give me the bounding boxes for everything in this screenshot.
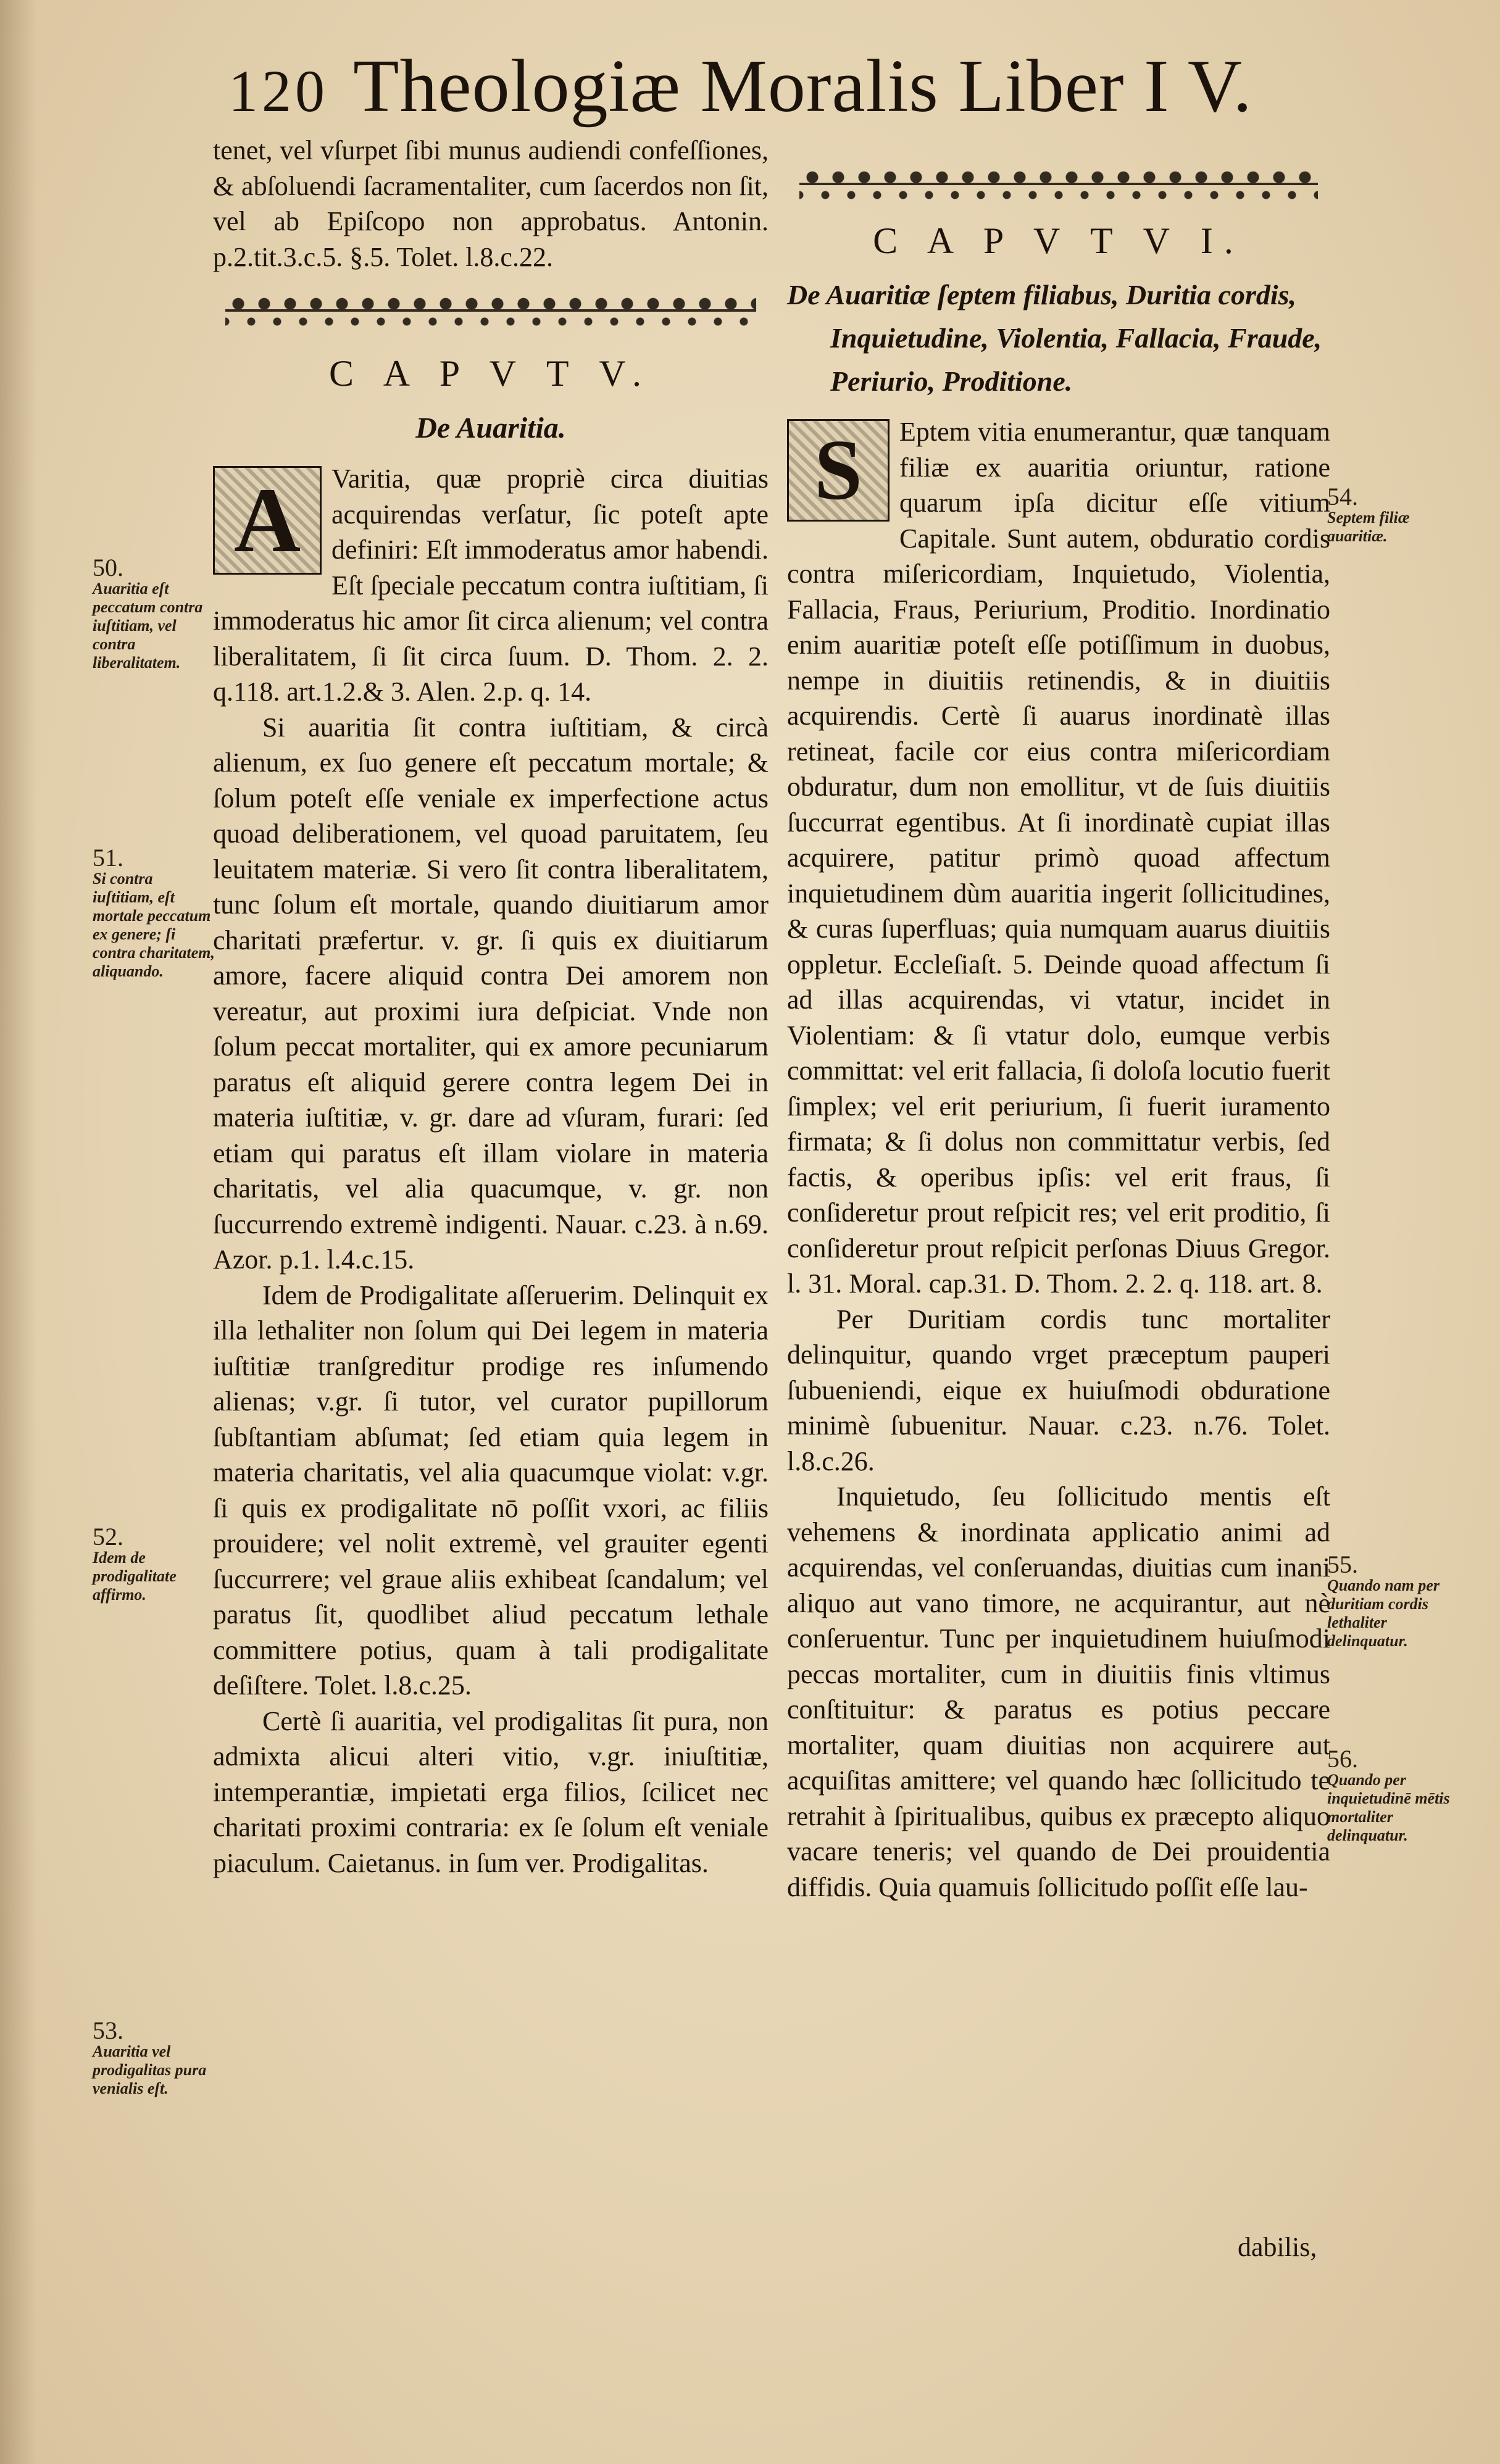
margin-note-number: 52. [93, 1523, 123, 1550]
page-number: 120 [228, 58, 328, 124]
running-title: Theologiæ Moralis Liber I V. [353, 44, 1252, 128]
paragraph-51: Si auaritia ſit contra iuſtitiam, & circà alienum, ex ſuo genere eſt peccatum mortale; & ſolum poteſt eſſe veniale ex imperfectione actus quoad deliberationem, vel quoad paruitatem, ſeu leuitatem materiæ. Si vero ſit contra liberalitatem, tunc ſolum eſt mortale, quando diuitiarum amor charitati præfertur. v. gr. ſi quis ex diuitiarum amore, facere aliquid contra Dei amorem non vereatur, aut proximi iura deſpiciat. Vnde non ſolum peccat mortaliter, qui ex amore pecuniarum paratus eſt aliquid gerere contra legem Dei in materia iuſtitiæ, v. gr. dare ad vſuram, furari: ſed etiam qui paratus eſt illam violare in materia charitatis, vel alia quacumque, v. gr. non ſuccurrendo extremè indigenti. Nauar. c.23. à n.69. Azor. p.1. l.4.c.15. [213, 712, 769, 1275]
margin-note-text: Idem de prodigalitate affirmo. [93, 1549, 177, 1604]
paragraph-53: Certè ſi auaritia, vel prodigalitas ſit pura, non admixta alicui alteri vitio, v.gr. iniuſtitiæ, intemperantiæ, impietati erga filios, ſcilicet nec charitati proximi contraria: ex ſe ſolum eſt veniale piaculum. Caietanus. in ſum ver. Prodigalitas. [213, 1705, 769, 1878]
paragraph-50: Varitia, quæ propriè circa diuitias acquirendas verſatur, ſic poteſt apte definiri: Eſt immoderatus amor habendi. Eſt ſpeciale peccatum contra iuſtitiam, ſi immoderatus hic amor ſit circa alienum; vel contra liberalitatem, ſi ſit circa ſuum. D. Thom. 2. 2. q.118. art.1.2.& 3. Alen. 2.p. q. 14. [213, 464, 769, 707]
margin-note-number: 54. [1327, 483, 1358, 510]
margin-note-number: 55. [1327, 1550, 1358, 1578]
margin-note-text: Auaritia eſt peccatum contra iuſtitiam, vel contra liberalitatem. [93, 580, 203, 672]
margin-note-50 [93, 554, 216, 672]
margin-note-56 [1327, 1745, 1451, 1845]
continued-paragraph: tenet, vel vſurpet ſibi munus audiendi confeſſiones, & abſoluendi ſacramentaliter, cum ſacerdos non ſit, vel ab Epiſcopo non approbatus. Antonin. p.2.tit.3.c.5. §.5. Tolet. l.8.c.22. [213, 135, 769, 272]
chapter-5-label: C A P V T V. [328, 353, 653, 394]
paragraph-56: Inquietudo, ſeu ſollicitudo mentis eſt vehemens & inordinata applicatio animi ad acquirendas, vel conſeruandas, diuitias cum inani aliquo aut vano timore, ne acquirantur, aut nè conſeruentur. Tunc per inquietudinem huiuſmodi peccas mortaliter, cum in diuitiis finis vltimus conſtituitur: & paratus es potius peccare mortaliter, quam diuitias non acquirere aut acquiſitas amittere; vel quando hæc ſollicitudo te retrahit à ſpiritualibus, quibus ex præcepto aliquo vacare teneris; vel quando de Dei prouidentia diffidis. Quia quamuis ſollicitudo poſſit eſſe lau- [787, 1481, 1330, 1902]
gutter-shadow [0, 0, 37, 2464]
ornament-band-left [225, 292, 756, 331]
paragraph-55: Per Duritiam cordis tunc mortaliter delinquitur, quando vrget præceptum pauperi ſubueniendi, eique ex huiuſmodi obduratione minimè ſubuenitur. Nauar. c.23. n.76. Tolet. l.8.c.26. [787, 1304, 1330, 1476]
margin-note-51 [93, 844, 216, 981]
left-column [213, 133, 769, 1881]
catchword: dabilis, [1238, 2232, 1317, 2262]
margin-note-52 [93, 1523, 216, 1604]
dropcap-letter: S [789, 421, 888, 520]
margin-note-text: Septem filiæ auaritiæ. [1327, 509, 1410, 545]
margin-note-55 [1327, 1550, 1451, 1650]
margin-note-text: Si contra iuſtitiam, eſt mortale peccatum ex genere; ſi contra charitatem, aliquando. [93, 870, 215, 980]
margin-note-text: Auaritia vel prodigalitas pura venialis eſt. [93, 2042, 207, 2097]
margin-note-text: Quando nam per duritiam cordis lethaliter delinquatur. [1327, 1576, 1440, 1650]
chapter-5-title: De Auaritia. [415, 412, 566, 444]
chapter-6-label: C A P V T V I. [873, 220, 1244, 261]
margin-note-number: 51. [93, 844, 123, 872]
running-header [228, 43, 1252, 136]
dropcap-letter: A [215, 468, 320, 573]
margin-note-number: 50. [93, 554, 123, 581]
margin-note-text: Quando per inquietudinē mētis mortaliter delinquatur. [1327, 1771, 1450, 1844]
paragraph-54: Eptem vitia enumerantur, quæ tanquam filiæ ex auaritia oriuntur, ratione quarum ipſa dicitur eſſe vitium Capitale. Sunt autem, obduratio cordis contra miſericordiam, Inquietudo, Violentia, Fallacia, Fraus, Periurium, Proditio. Inordinatio enim auaritiæ poteſt eſſe potiſſimum in duobus, nempe in diuitiis retinendis, & in diuitiis acquirendis. Certè ſi auarus inordinatè illas retineat, facile cor eius contra miſericordiam obduratur, dum non emollitur, vt de ſuis diuitiis ſuccurrat egentibus. At ſi inordinatè cupiat illas acquirere, patitur primò quoad affectum inquietudinem dùm auaritia ingerit ſollicitudines, & curas ſuperfluas; quia numquam auarus diuitiis oppletur. Eccleſiaſt. 5. Deinde quoad affectum ſi ad illas acquirendas, vi vtatur, incidet in Violentiam: & ſi vtatur dolo, eumque verbis committat: vel erit fallacia, ſi doloſa locutio fuerit ſimplex; vel erit periurium, ſi fuerit iuramento firmata; & ſi dolus non committatur verbis, ſed factis, & operibus ipſis: vel erit fraus, ſi conſideretur prout reſpicit res; vel erit proditio, ſi conſideretur prout reſpicit perſonas Diuus Gregor. l. 31. Moral. cap.31. D. Thom. 2. 2. q. 118. art. 8. [787, 417, 1330, 1299]
ornament-band-right [799, 165, 1318, 205]
chapter-6-title: De Auaritiæ ſeptem filiabus, Duritia cordis, Inquietudine, Violentia, Fallacia, Fraude, Periurio, Proditione. [787, 279, 1322, 397]
dropcap-a-icon [213, 466, 322, 575]
paragraph-52: Idem de Prodigalitate aſſeruerim. Delinquit ex illa lethaliter non ſolum qui Dei legem in materia iuſtitiæ tranſgreditur prodige res inſumendo alienas; v.gr. ſi tutor, vel curator pupillorum ſubſtantiam abſumat; ſed etiam quia legem in materia charitatis, vel alia quacumque violat: v.gr. ſi quis ex prodigalitate nō poſſit vxori, ac filiis prouidere; vel nolit extremè, vel grauiter egenti ſuccurrere; vel graue aliis exhibeat ſcandalum; vel paratus ſit, quodlibet aliud peccatum lethale committere potius, quam à tali prodigalitate deſiſtere. Tolet. l.8.c.25. [213, 1280, 769, 1700]
margin-note-54 [1327, 483, 1451, 546]
right-column [787, 148, 1330, 1905]
margin-note-number: 56. [1327, 1745, 1358, 1773]
margin-note-number: 53. [93, 2017, 123, 2044]
dropcap-s-icon [787, 419, 890, 522]
margin-note-53 [93, 2017, 216, 2098]
